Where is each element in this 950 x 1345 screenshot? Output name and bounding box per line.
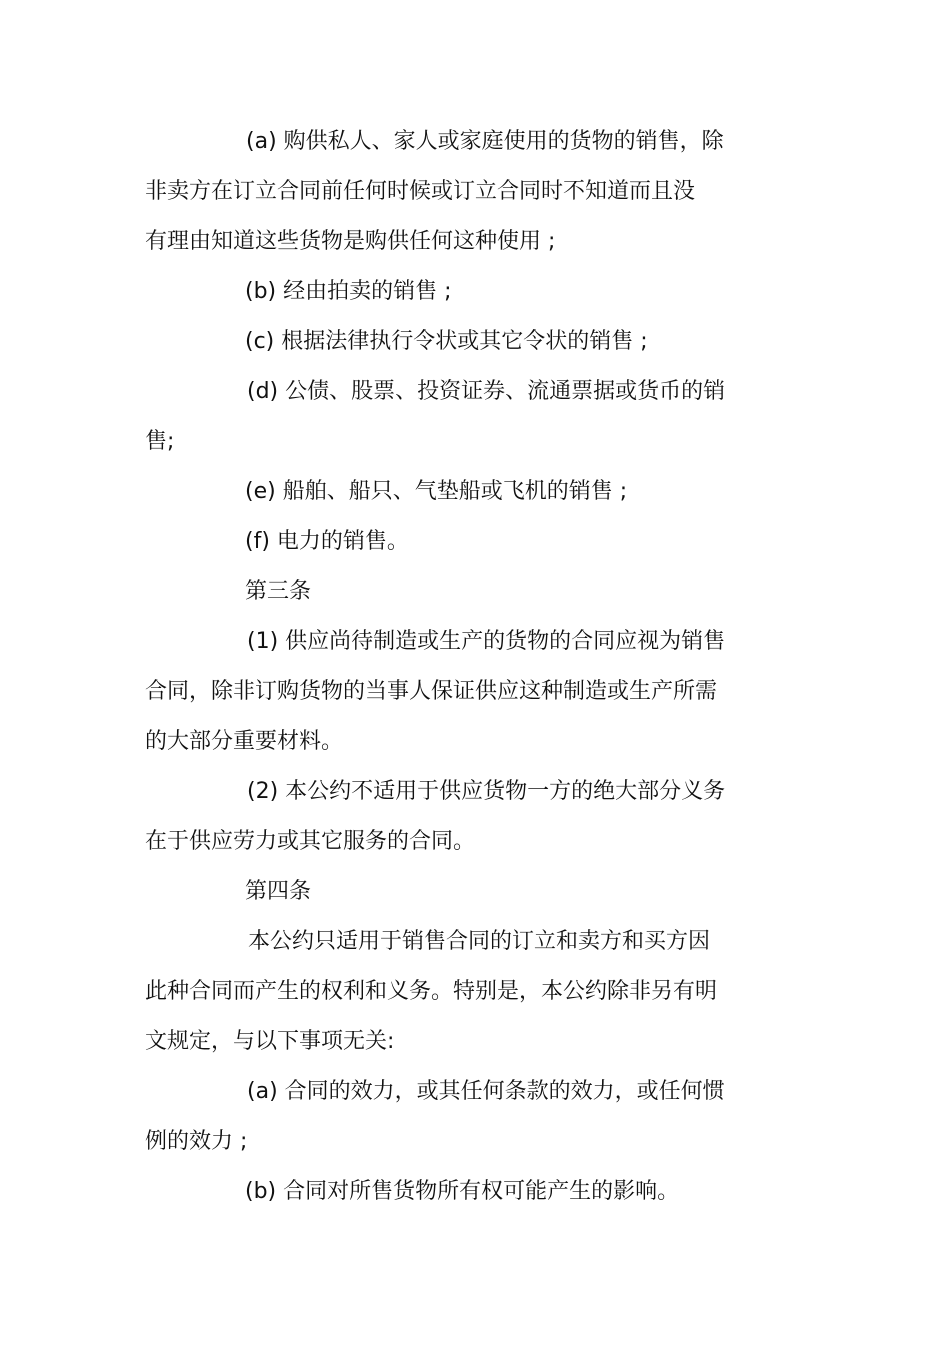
text-line: (a) 合同的效力，或其任何条款的效力，或任何惯 xyxy=(247,1079,725,1104)
text-line: 合同，除非订购货物的当事人保证供应这种制造或生产所需 xyxy=(145,679,718,704)
text-line: 有理由知道这些货物是购供任何这种使用 ; xyxy=(145,229,556,254)
section-heading: 第四条 xyxy=(245,879,312,904)
section-heading: 第三条 xyxy=(245,579,312,604)
text-line: 在于供应劳力或其它服务的合同。 xyxy=(145,829,476,854)
text-line: (b) 经由拍卖的销售 ; xyxy=(245,279,452,304)
text-line: 例的效力 ; xyxy=(145,1129,248,1154)
text-line: (2) 本公约不适用于供应货物一方的绝大部分义务 xyxy=(247,779,726,804)
text-line: 的大部分重要材料。 xyxy=(145,729,344,754)
text-line: 非卖方在订立合同前任何时候或订立合同时不知道而且没 xyxy=(145,179,696,204)
text-line: (f) 电力的销售。 xyxy=(245,529,409,554)
text-line: (d) 公债、股票、投资证券、流通票据或货币的销 xyxy=(247,379,726,404)
text-line: 售; xyxy=(145,429,175,454)
text-line: 文规定，与以下事项无关: xyxy=(145,1029,395,1054)
text-line: (1) 供应尚待制造或生产的货物的合同应视为销售 xyxy=(247,629,726,654)
text-line: 本公约只适用于销售合同的订立和卖方和买方因 xyxy=(248,929,711,954)
text-line: (b) 合同对所售货物所有权可能产生的影响。 xyxy=(245,1179,680,1204)
text-line: (c) 根据法律执行令状或其它令状的销售 ; xyxy=(245,329,648,354)
text-line: 此种合同而产生的权利和义务。特别是，本公约除非另有明 xyxy=(145,979,718,1004)
text-line: (a) 购供私人、家人或家庭使用的货物的销售，除 xyxy=(246,129,724,154)
text-line: (e) 船舶、船只、气垫船或飞机的销售 ; xyxy=(245,479,628,504)
